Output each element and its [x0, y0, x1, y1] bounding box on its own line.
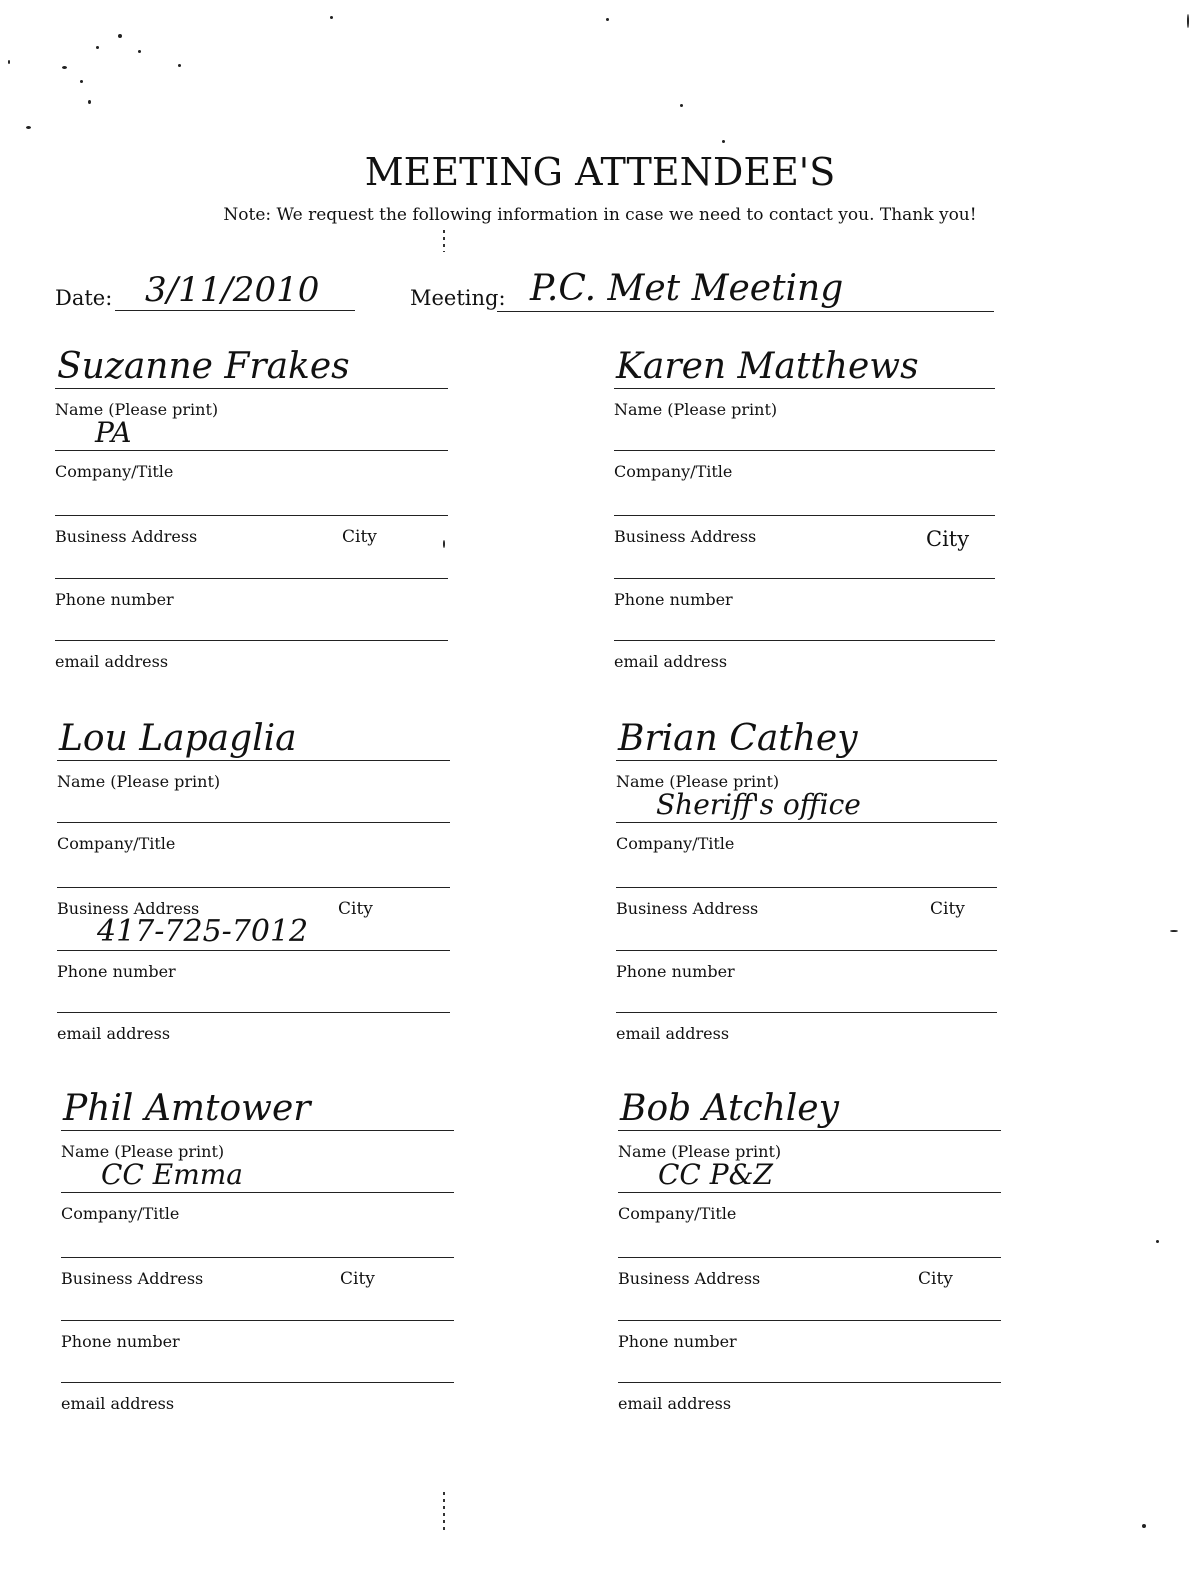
- attendee-name-field[interactable]: Suzanne Frakes: [57, 346, 350, 387]
- attendee-phone-label: Phone number: [61, 1332, 180, 1351]
- attendee-name-label: Name (Please print): [55, 400, 219, 419]
- attendee-name-field[interactable]: Brian Cathey: [618, 718, 858, 759]
- attendee-name-label: Name (Please print): [614, 400, 778, 419]
- scan-speck: [443, 230, 445, 252]
- attendee-field-line: [616, 950, 997, 951]
- attendee-email-label: email address: [616, 1024, 730, 1043]
- attendee-name-field[interactable]: Lou Lapaglia: [59, 718, 297, 759]
- scan-speck: [8, 60, 10, 64]
- scan-speck: [722, 140, 725, 143]
- meeting-field[interactable]: P.C. Met Meeting: [530, 268, 844, 309]
- attendee-phone-label: Phone number: [57, 962, 176, 981]
- attendee-field-line: [61, 1320, 454, 1321]
- scan-speck: [1142, 1524, 1146, 1528]
- attendee-name-label: Name (Please print): [57, 772, 221, 791]
- attendee-city-label: City: [338, 899, 373, 919]
- date-field-line: [115, 310, 355, 311]
- attendee-field-line: [618, 1382, 1001, 1383]
- attendee-city-label: City: [926, 527, 970, 551]
- attendee-field-line: [57, 760, 450, 761]
- attendee-name-field[interactable]: Karen Matthews: [616, 346, 919, 387]
- attendee-phone-field[interactable]: 417-725-7012: [97, 914, 309, 949]
- attendee-company-label: Company/Title: [618, 1204, 737, 1223]
- attendee-company-label: Company/Title: [55, 462, 174, 481]
- scan-speck: [443, 1492, 445, 1532]
- attendee-company-label: Company/Title: [61, 1204, 180, 1223]
- attendee-field-line: [57, 950, 450, 951]
- scan-speck: [606, 18, 609, 21]
- attendee-field-line: [61, 1130, 454, 1131]
- attendee-phone-label: Phone number: [614, 590, 733, 609]
- attendee-address-label: Business Address: [61, 1269, 204, 1288]
- attendee-email-label: email address: [61, 1394, 175, 1413]
- attendee-field-line: [614, 388, 995, 389]
- attendee-field-line: [618, 1130, 1001, 1131]
- scan-speck: [330, 16, 333, 19]
- attendee-address-label: Business Address: [616, 899, 759, 918]
- scan-speck: [178, 64, 181, 67]
- attendee-company-field[interactable]: CC P&Z: [658, 1158, 773, 1191]
- attendee-address-label: Business Address: [55, 527, 198, 546]
- attendee-field-line: [55, 450, 448, 451]
- attendee-company-field[interactable]: Sheriff's office: [656, 788, 861, 821]
- attendee-phone-label: Phone number: [55, 590, 174, 609]
- attendee-company-label: Company/Title: [57, 834, 176, 853]
- attendee-field-line: [616, 887, 997, 888]
- scan-speck: [118, 34, 122, 38]
- attendee-field-line: [57, 887, 450, 888]
- attendee-field-line: [614, 450, 995, 451]
- attendee-field-line: [61, 1257, 454, 1258]
- scan-speck: [88, 100, 91, 104]
- attendee-address-label: Business Address: [618, 1269, 761, 1288]
- scan-speck: [138, 50, 141, 53]
- attendee-field-line: [55, 578, 448, 579]
- attendee-field-line: [616, 1012, 997, 1013]
- attendee-field-line: [618, 1257, 1001, 1258]
- scan-speck: [1156, 1240, 1159, 1243]
- attendee-field-line: [61, 1192, 454, 1193]
- attendee-email-label: email address: [55, 652, 169, 671]
- meeting-label: Meeting:: [410, 286, 506, 310]
- attendee-field-line: [614, 578, 995, 579]
- attendee-field-line: [614, 640, 995, 641]
- attendee-address-label: Business Address: [614, 527, 757, 546]
- attendee-name-field[interactable]: Phil Amtower: [63, 1088, 311, 1129]
- attendee-field-line: [618, 1192, 1001, 1193]
- attendee-field-line: [57, 1012, 450, 1013]
- attendee-name-label: Name (Please print): [61, 1142, 225, 1161]
- attendee-city-label: City: [340, 1269, 375, 1289]
- attendee-email-label: email address: [614, 652, 728, 671]
- attendee-field-line: [61, 1382, 454, 1383]
- attendee-address-label: Business Address: [57, 899, 200, 918]
- scan-speck: [62, 66, 67, 69]
- attendee-company-field[interactable]: PA: [95, 416, 132, 449]
- attendee-field-line: [616, 822, 997, 823]
- date-label: Date:: [55, 286, 113, 310]
- attendee-company-label: Company/Title: [616, 834, 735, 853]
- attendee-name-label: Name (Please print): [616, 772, 780, 791]
- page-title: MEETING ATTENDEE'S: [364, 150, 836, 194]
- attendee-phone-label: Phone number: [616, 962, 735, 981]
- attendee-email-label: email address: [618, 1394, 732, 1413]
- attendee-company-field[interactable]: CC Emma: [101, 1158, 243, 1191]
- attendee-city-label: City: [342, 527, 377, 547]
- date-field[interactable]: 3/11/2010: [145, 270, 320, 310]
- attendee-field-line: [55, 388, 448, 389]
- attendee-city-label: City: [918, 1269, 953, 1289]
- scan-speck: [443, 540, 445, 548]
- attendee-company-label: Company/Title: [614, 462, 733, 481]
- scan-speck: [1187, 14, 1189, 28]
- form-note: Note: We request the following information in case we need to contact you. Thank you!: [223, 205, 977, 225]
- scan-speck: [26, 126, 31, 129]
- scan-speck: [680, 104, 683, 107]
- meeting-field-line: [497, 311, 994, 312]
- attendee-field-line: [616, 760, 997, 761]
- attendee-name-label: Name (Please print): [618, 1142, 782, 1161]
- attendee-field-line: [55, 515, 448, 516]
- attendee-field-line: [55, 640, 448, 641]
- attendee-field-line: [57, 822, 450, 823]
- attendee-field-line: [614, 515, 995, 516]
- attendee-email-label: email address: [57, 1024, 171, 1043]
- scan-speck: [1170, 930, 1178, 932]
- scan-speck: [96, 46, 99, 49]
- attendee-phone-label: Phone number: [618, 1332, 737, 1351]
- attendee-name-field[interactable]: Bob Atchley: [620, 1088, 839, 1129]
- attendee-city-label: City: [930, 899, 965, 919]
- scan-speck: [80, 80, 83, 83]
- attendee-field-line: [618, 1320, 1001, 1321]
